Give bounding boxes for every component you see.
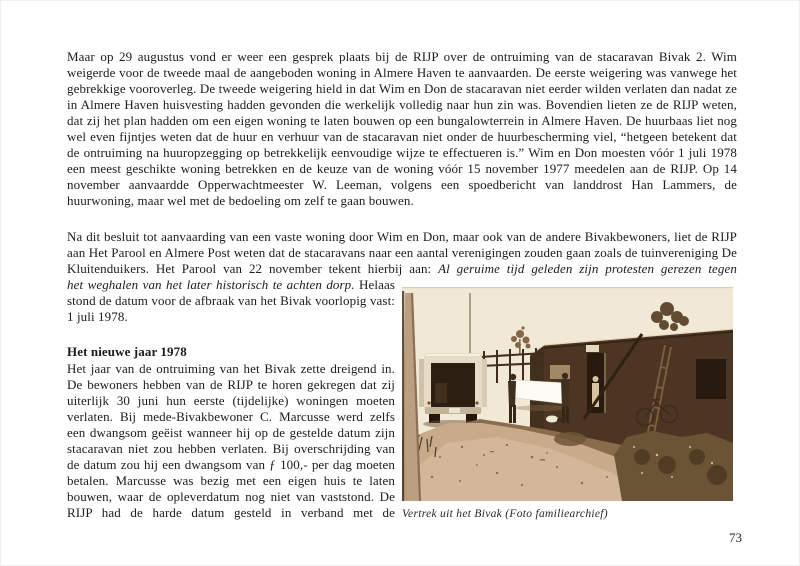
photo-edge: [402, 291, 404, 501]
page-number: 73: [729, 530, 742, 545]
photo-bush-small: [554, 432, 586, 446]
photo-caption: Vertrek uit het Bivak (Foto familiearchief): [402, 508, 608, 520]
photo-image: [402, 287, 733, 501]
paragraph-3: Het jaar van de ontruiming van het Bivak zette dreigend in. De bewoners hebben van de RIJP te horen gekregen dat zij uiterlijk 30 juni hun eerste (tijdelijke) woningen moeten verlaten. Bij mede-Bivakbewoner C. Marcusse werd zelfs een dwangsom geëist wanneer hij op de gestelde datum zijn stacaravan niet zou hebben verlaten. Bij overschrijding van de datum zou hij een dwangsom van ƒ 100,- per dag moeten betalen. Marcusse was bezig met een eigen huis te laten bouwen, waar de opleverdatum nog niet van vaststond. De RIJP had de harde datum gesteld in verband met de: [67, 361, 395, 520]
paragraph-2-column: het weghalen van het later historisch te achten dorp. Helaas stond de datum voor de afbraak van het Bivak voorlopig vast: 1 juli 1978.: [67, 277, 395, 324]
photo-bush-large: [614, 431, 733, 501]
paragraph-2-full: Na dit besluit tot aanvaarding van een vaste woning door Wim en Don, maar ook van de andere Bivakbewoners, liet de RIJP aan Het Parool en Almere Post weten dat de stacaravans naar een aantal verenigingen zouden gaan zoals de tuinvereniging De Kluitenduikers. Het Parool van 22 november tekent hierbij aan: Al geruime tijd geleden zijn protesten gerezen tegen: [67, 229, 737, 276]
section-heading: Het nieuwe jaar 1978: [67, 344, 187, 359]
photo-figure: [402, 287, 733, 520]
paragraph-1: Maar op 29 augustus vond er weer een gesprek plaats bij de RIJP over de ontruiming van de stacaravan Bivak 2. Wim weigerde voor de tweede maal de aangeboden woning in Almere Haven te aanvaarden. De eerste weigering was vanwege het gebrekkige vooroverleg. De tweede weigering hield in dat Wim en Don de stacaravan niet eerder wilden verlaten dan nadat ze in Almere Haven huisvesting hadden gevonden die werkelijk volledig naar hun zin was. Bovendien lieten ze de RIJP weten, dat zij het plan hadden om een eigen woning te laten bouwen op een bungalowterrein in Almere Haven. De huurbaas liet nog wel even fijntjes weten dat de huur en verhuur van de stacaravan niet onder de huurbescherming viel, “hetgeen betekent dat de ontruiming na huuropzegging op betrekkelijk eenvoudige wijze te effectueren is.” Wim en Don moesten vóór 1 juli 1978 een meest geschikte woning betrekken en de keuze van de woning vóór 15 november 1977 meedelen aan de RIJP. Op 14 november aanvaardde Opperwachtmeester W. Leeman, volgens een spoedbericht van landdrost Han Lammers, de huurwoning, maar wel met de bedoeling om zelf te gaan bouwen.: [67, 49, 737, 208]
